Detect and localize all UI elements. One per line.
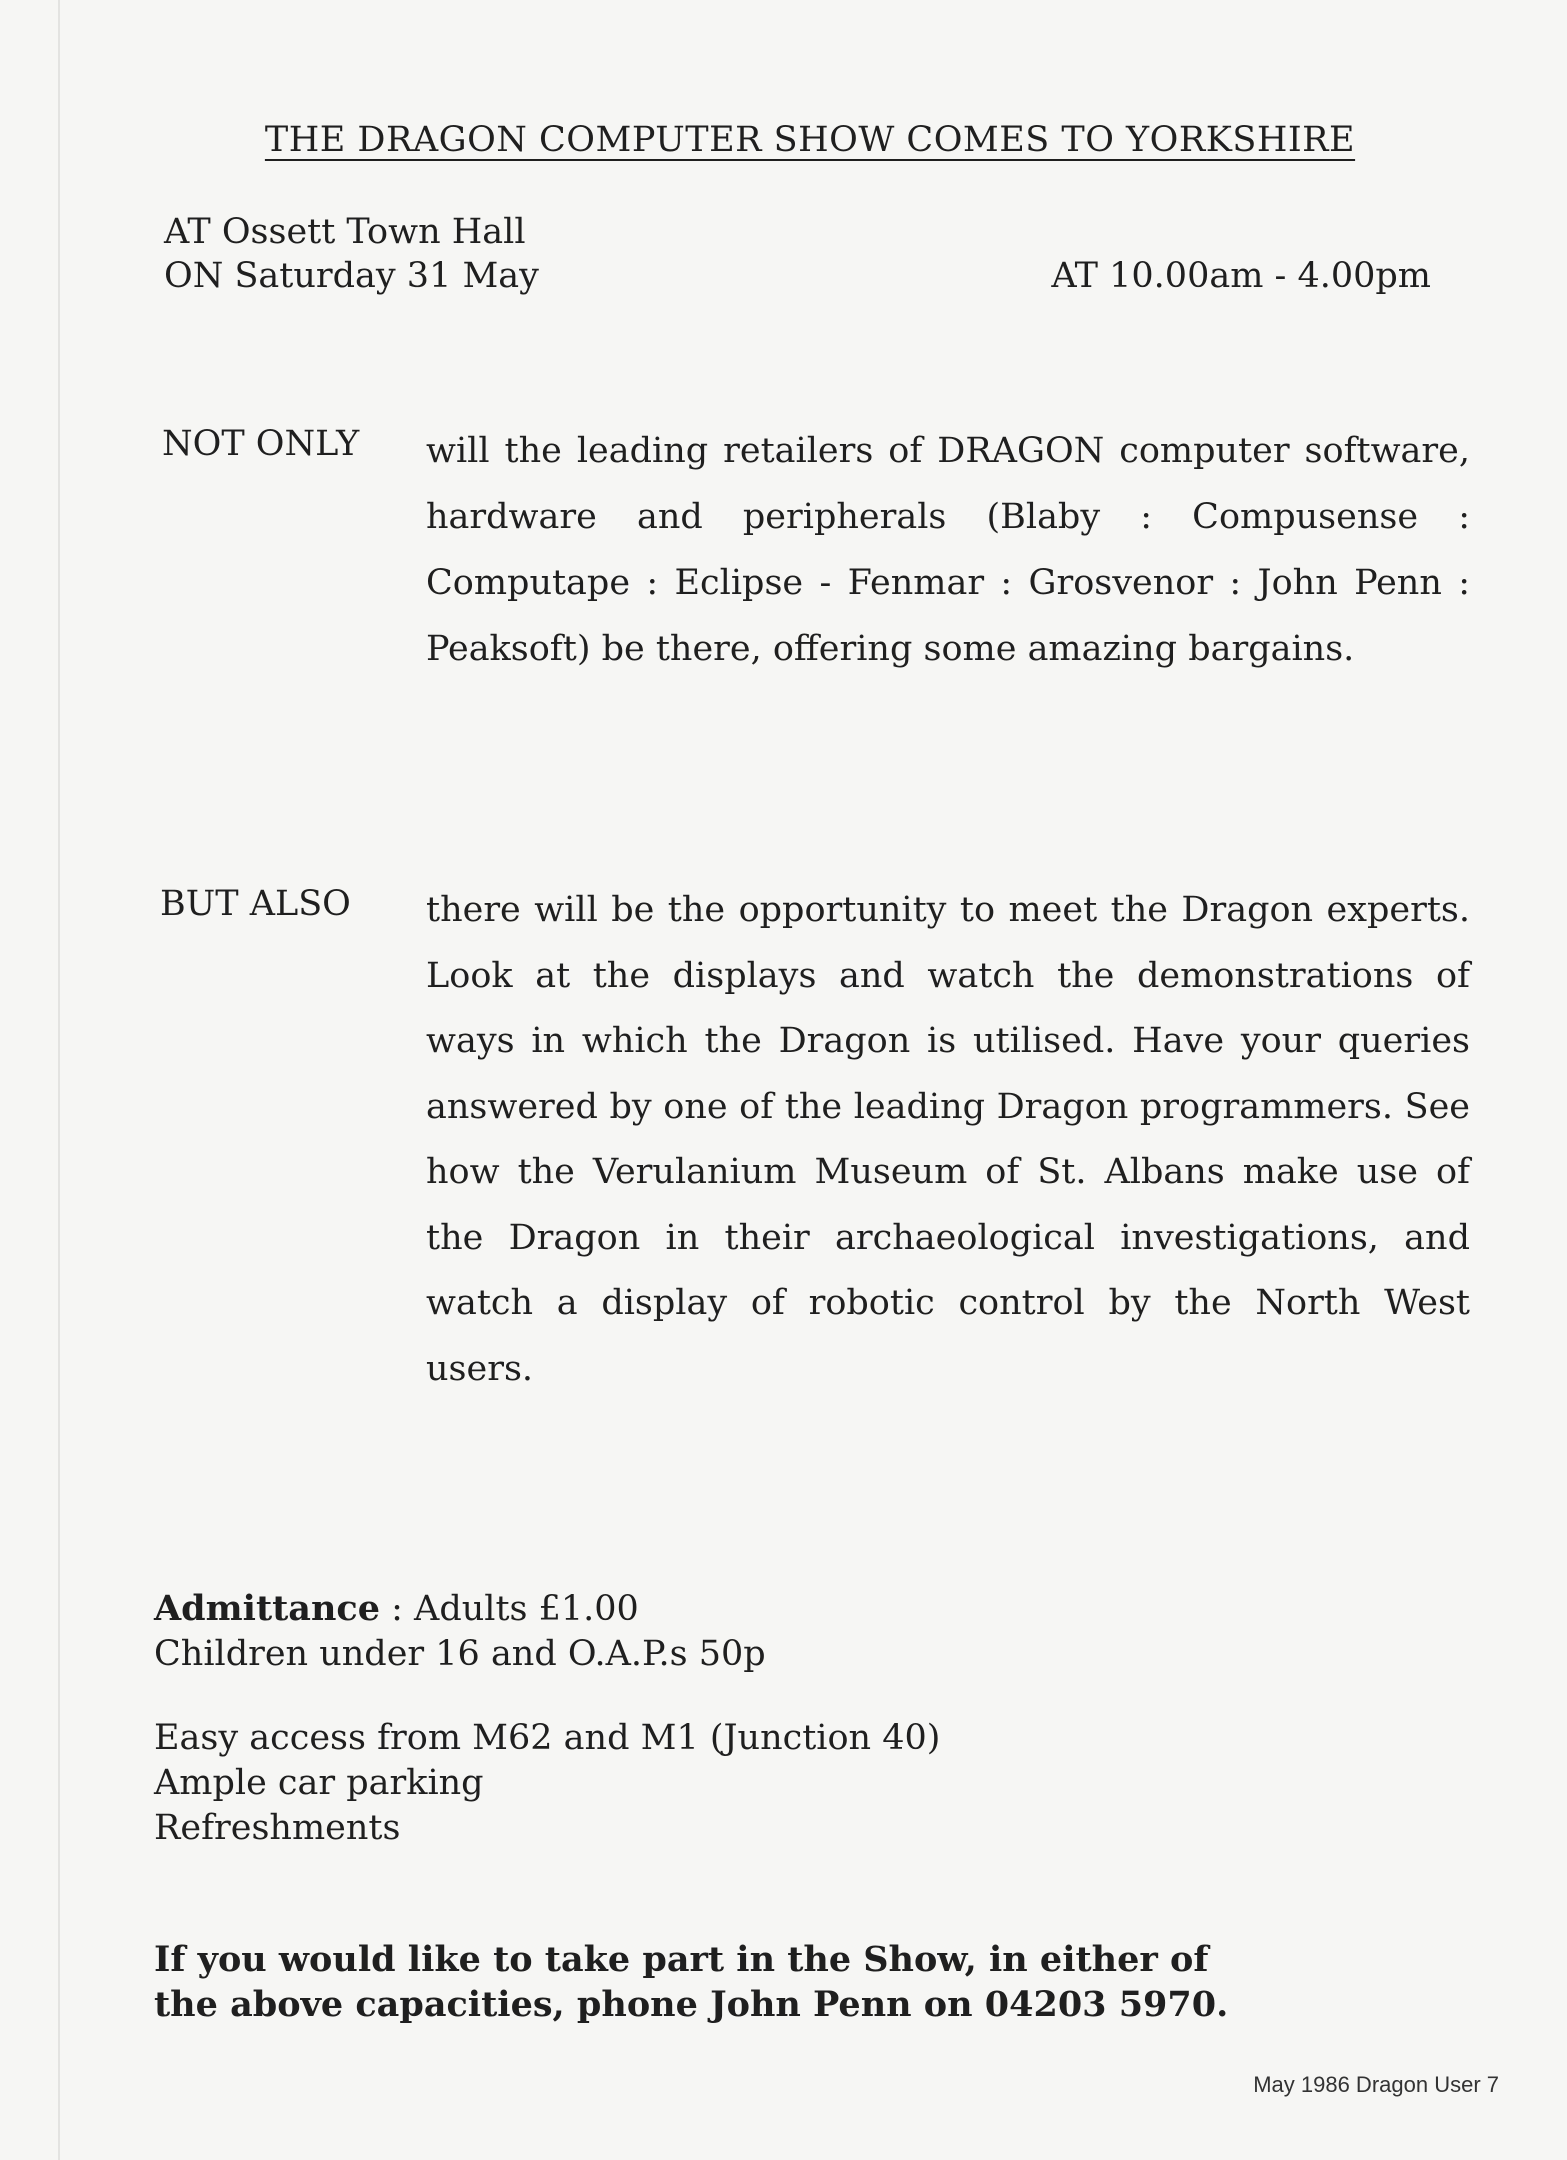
admittance-block (154, 1586, 766, 1677)
facility-access: Easy access from M62 and M1 (Junction 40) (154, 1718, 941, 1758)
contact-line-2: the above capacities, phone John Penn on 04203 5970. (154, 1984, 1229, 2025)
facilities-list (154, 1716, 940, 1851)
admittance-concessions: Children under 16 and O.A.P.s 50p (154, 1634, 766, 1674)
page-edge (58, 0, 60, 2160)
event-venue-date (164, 210, 539, 298)
section-text-but-also: there will be the opportunity to meet the Dragon experts. Look at the displays and watch the demonstrations of ways in which the Dragon is utilised. Have your queries answered by one of the leading Dragon programmers. See how the Verulanium Museum of St. Albans make use of the Dragon in their archaeological investigations, and watch a display of robotic control by the North West users. (426, 890, 1470, 1389)
contact-line-1: If you would like to take part in the Show, in either of (154, 1939, 1209, 1980)
event-time: AT 10.00am - 4.00pm (1051, 256, 1431, 296)
event-venue: AT Ossett Town Hall (164, 212, 526, 252)
section-text-not-only: will the leading retailers of DRAGON computer software, hardware and peripherals (Blaby : Compusense : Computape : Eclipse - Fenmar : Grosvenor : John Penn : Peaksoft) be there, offering some amazing bargains. (426, 431, 1470, 669)
section-label-not-only: NOT ONLY (162, 424, 360, 464)
admittance-label: Admittance (154, 1588, 380, 1629)
admittance-adults: : Adults £1.00 (380, 1589, 639, 1629)
facility-parking: Ample car parking (154, 1763, 484, 1803)
facility-refreshments: Refreshments (154, 1808, 401, 1848)
page-title: THE DRAGON COMPUTER SHOW COMES TO YORKSHIRE (264, 120, 1356, 160)
page-footer: May 1986 Dragon User 7 (1253, 2072, 1499, 2097)
contact-block (154, 1937, 1228, 2027)
event-date: ON Saturday 31 May (164, 256, 539, 296)
admittance-adults-line (154, 1586, 766, 1632)
section-label-but-also: BUT ALSO (160, 884, 351, 924)
